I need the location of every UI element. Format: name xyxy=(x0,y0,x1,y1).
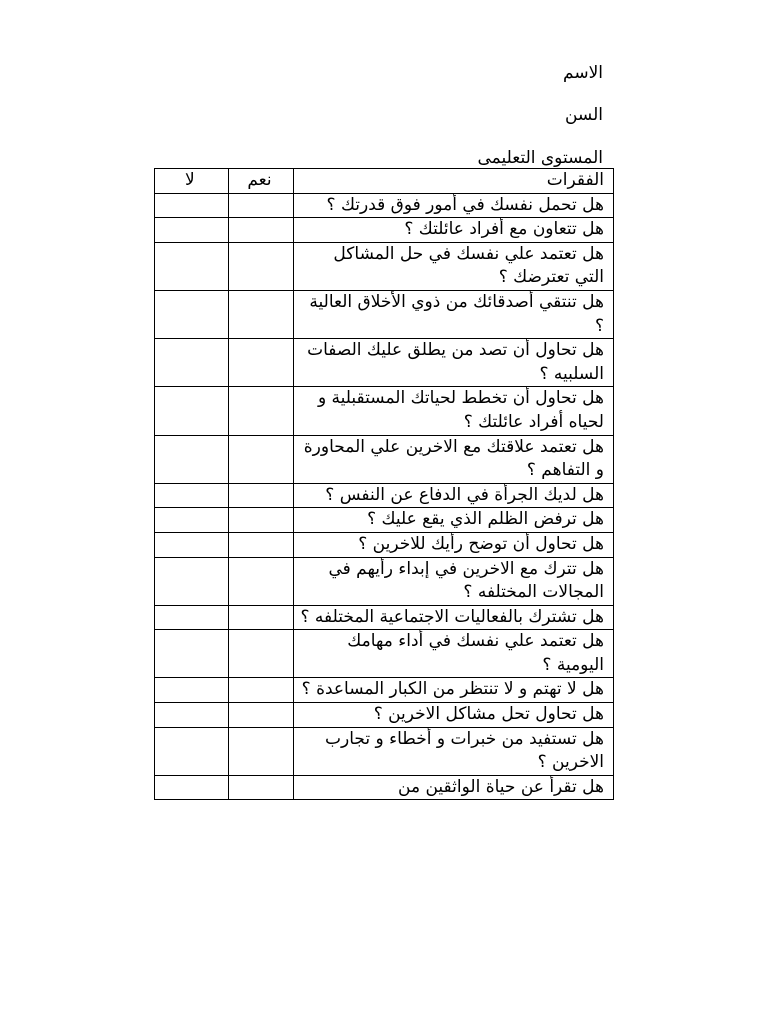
answer-no-cell[interactable] xyxy=(155,630,229,678)
answer-yes-cell[interactable] xyxy=(228,727,294,775)
answer-no-cell[interactable] xyxy=(155,557,229,605)
answer-no-cell[interactable] xyxy=(155,775,229,800)
table-row xyxy=(155,532,614,557)
question-text: هل تحمل نفسك في أمور فوق قدرتك ؟ xyxy=(294,193,614,218)
name-field-label: الاسم xyxy=(563,63,603,83)
answer-yes-cell[interactable] xyxy=(228,532,294,557)
question-text: هل لديك الجرأة في الدفاع عن النفس ؟ xyxy=(294,483,614,508)
table-row xyxy=(155,557,614,605)
table-row xyxy=(155,605,614,630)
answer-yes-cell[interactable] xyxy=(228,703,294,728)
answer-no-cell[interactable] xyxy=(155,339,229,387)
table-row xyxy=(155,387,614,435)
table-row xyxy=(155,678,614,703)
question-text: هل تتعاون مع أفراد عائلتك ؟ xyxy=(294,218,614,243)
answer-no-cell[interactable] xyxy=(155,532,229,557)
answer-no-cell[interactable] xyxy=(155,605,229,630)
question-text: هل تترك مع الاخرين في إبداء رأيهم في المجالات المختلفه ؟ xyxy=(294,557,614,605)
table-row xyxy=(155,242,614,290)
header-no: لا xyxy=(155,169,229,194)
answer-no-cell[interactable] xyxy=(155,290,229,338)
answer-yes-cell[interactable] xyxy=(228,483,294,508)
table-row xyxy=(155,630,614,678)
question-text: هل ترفض الظلم الذي يقع عليك ؟ xyxy=(294,508,614,533)
answer-no-cell[interactable] xyxy=(155,678,229,703)
question-text: هل تشترك بالفعاليات الاجتماعية المختلفه ؟ xyxy=(294,605,614,630)
table-row xyxy=(155,775,614,800)
answer-yes-cell[interactable] xyxy=(228,775,294,800)
answer-yes-cell[interactable] xyxy=(228,678,294,703)
table-row xyxy=(155,193,614,218)
answer-yes-cell[interactable] xyxy=(228,193,294,218)
table-row xyxy=(155,435,614,483)
question-text: هل تحاول تحل مشاكل الاخرين ؟ xyxy=(294,703,614,728)
answer-no-cell[interactable] xyxy=(155,483,229,508)
education-level-field-label: المستوى التعليمى xyxy=(477,148,603,168)
question-text: هل لا تهتم و لا تنتظر من الكبار المساعدة ؟ xyxy=(294,678,614,703)
answer-yes-cell[interactable] xyxy=(228,339,294,387)
answer-no-cell[interactable] xyxy=(155,727,229,775)
answer-yes-cell[interactable] xyxy=(228,387,294,435)
answer-no-cell[interactable] xyxy=(155,193,229,218)
table-row xyxy=(155,703,614,728)
question-text: هل تحاول أن تخطط لحياتك المستقبلية و لحياه أفراد عائلتك ؟ xyxy=(294,387,614,435)
table-header-row xyxy=(155,169,614,194)
table-row xyxy=(155,727,614,775)
answer-yes-cell[interactable] xyxy=(228,557,294,605)
table-row xyxy=(155,290,614,338)
answer-no-cell[interactable] xyxy=(155,218,229,243)
question-text: هل تحاول أن توضح رأيك للاخرين ؟ xyxy=(294,532,614,557)
header-items: الفقرات xyxy=(294,169,614,194)
questionnaire-rows xyxy=(155,193,614,800)
table-row xyxy=(155,339,614,387)
answer-yes-cell[interactable] xyxy=(228,218,294,243)
questionnaire-table xyxy=(154,168,614,800)
table-row xyxy=(155,508,614,533)
answer-no-cell[interactable] xyxy=(155,508,229,533)
question-text: هل تقرأ عن حياة الواثقين من xyxy=(294,775,614,800)
answer-yes-cell[interactable] xyxy=(228,242,294,290)
header-yes: نعم xyxy=(228,169,294,194)
answer-yes-cell[interactable] xyxy=(228,630,294,678)
age-field-label: السن xyxy=(564,105,603,125)
question-text: هل تعتمد علاقتك مع الاخرين علي المحاورة و التفاهم ؟ xyxy=(294,435,614,483)
answer-no-cell[interactable] xyxy=(155,242,229,290)
answer-yes-cell[interactable] xyxy=(228,508,294,533)
answer-no-cell[interactable] xyxy=(155,703,229,728)
question-text: هل تعتمد علي نفسك في أداء مهامك اليومية ؟ xyxy=(294,630,614,678)
question-text: هل تستفيد من خبرات و أخطاء و تجارب الاخرين ؟ xyxy=(294,727,614,775)
answer-yes-cell[interactable] xyxy=(228,290,294,338)
question-text: هل تنتقي أصدقائك من ذوي الأخلاق العالية ؟ xyxy=(294,290,614,338)
table-row xyxy=(155,483,614,508)
answer-yes-cell[interactable] xyxy=(228,605,294,630)
question-text: هل تحاول أن تصد من يطلق عليك الصفات السلبيه ؟ xyxy=(294,339,614,387)
answer-no-cell[interactable] xyxy=(155,435,229,483)
question-text: هل تعتمد علي نفسك في حل المشاكل التي تعترضك ؟ xyxy=(294,242,614,290)
table-row xyxy=(155,218,614,243)
answer-no-cell[interactable] xyxy=(155,387,229,435)
answer-yes-cell[interactable] xyxy=(228,435,294,483)
